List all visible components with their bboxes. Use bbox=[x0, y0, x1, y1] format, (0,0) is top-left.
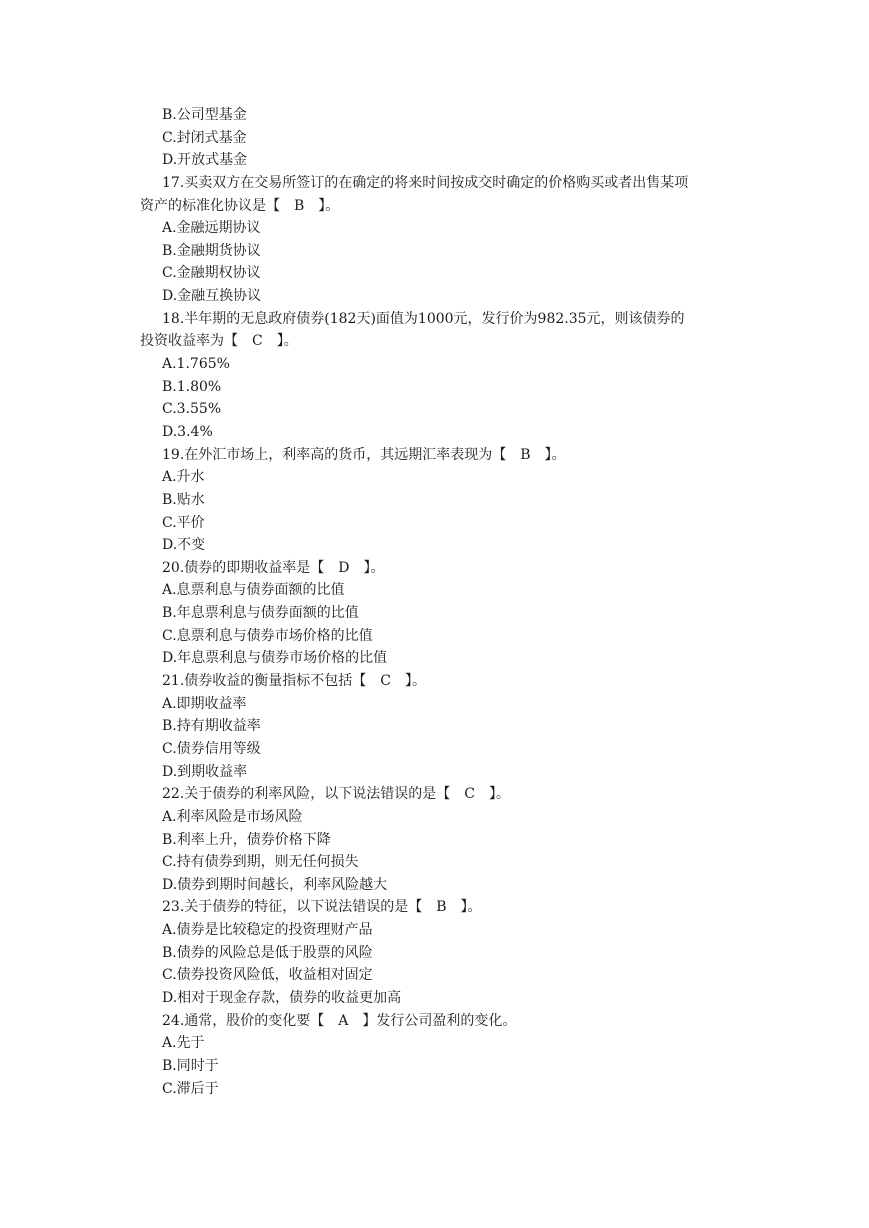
question-line: 24.通常，股价的变化要【 A 】发行公司盈利的变化。 bbox=[162, 1012, 517, 1029]
option-line: A.升水 bbox=[162, 469, 205, 486]
question-line: 21.债券收益的衡量指标不包括【 C 】。 bbox=[162, 673, 426, 690]
option-line: A.息票利息与债券面额的比值 bbox=[162, 582, 345, 599]
option-line: B.公司型基金 bbox=[162, 107, 247, 123]
option-line: C.3.55% bbox=[162, 401, 222, 418]
option-line: B.债券的风险总是低于股票的风险 bbox=[162, 944, 373, 961]
option-line: D.债券到期时间越长，利率风险越大 bbox=[162, 876, 388, 893]
option-line: A.即期收益率 bbox=[162, 695, 247, 712]
option-line: B.同时于 bbox=[162, 1057, 219, 1074]
option-line: D.到期收益率 bbox=[162, 763, 248, 780]
option-line: B.年息票利息与债券面额的比值 bbox=[162, 605, 359, 622]
question-line: 23.关于债券的特征，以下说法错误的是【 B 】。 bbox=[162, 899, 482, 916]
option-line: A.先于 bbox=[162, 1035, 205, 1052]
option-line: C.滞后于 bbox=[162, 1080, 219, 1097]
option-line: C.债券投资风险低，收益相对固定 bbox=[162, 967, 373, 984]
question-continuation-line: 投资收益率为【 C 】。 bbox=[140, 333, 298, 350]
option-line: D.相对于现金存款，债券的收益更加高 bbox=[162, 989, 402, 1006]
question-continuation-line: 资产的标准化协议是【 B 】。 bbox=[140, 197, 340, 214]
option-line: B.利率上升，债券价格下降 bbox=[162, 831, 331, 848]
option-line: C.金融期权协议 bbox=[162, 265, 261, 282]
option-line: C.封闭式基金 bbox=[162, 129, 247, 146]
option-line: A.金融远期协议 bbox=[162, 220, 261, 237]
option-line: C.持有债券到期，则无任何损失 bbox=[162, 854, 359, 871]
option-line: D.开放式基金 bbox=[162, 152, 248, 169]
question-line: 22.关于债券的利率风险，以下说法错误的是【 C 】。 bbox=[162, 786, 510, 803]
option-line: C.平价 bbox=[162, 514, 205, 531]
option-line: C.债券信用等级 bbox=[162, 740, 261, 757]
option-line: C.息票利息与债券市场价格的比值 bbox=[162, 627, 373, 644]
question-line: 17.买卖双方在交易所签订的在确定的将来时间按成交时确定的价格购买或者出售某项 bbox=[162, 174, 689, 191]
option-line: D.年息票利息与债券市场价格的比值 bbox=[162, 650, 388, 667]
question-list bbox=[140, 104, 752, 1100]
option-line: B.贴水 bbox=[162, 491, 205, 508]
option-line: A.债券是比较稳定的投资理财产品 bbox=[162, 922, 373, 939]
option-line: B.金融期货协议 bbox=[162, 242, 261, 259]
option-line: B.1.80% bbox=[162, 378, 222, 395]
option-line: A.1.765% bbox=[162, 356, 230, 373]
question-line: 18.半年期的无息政府债券(182天)面值为1000元，发行价为982.35元，则该债券的 bbox=[162, 310, 685, 327]
option-line: B.持有期收益率 bbox=[162, 718, 261, 735]
option-line: A.利率风险是市场风险 bbox=[162, 808, 303, 825]
question-line: 20.债券的即期收益率是【 D 】。 bbox=[162, 559, 385, 576]
question-line: 19.在外汇市场上，利率高的货币，其远期汇率表现为【 B 】。 bbox=[162, 446, 566, 463]
option-line: D.3.4% bbox=[162, 423, 213, 440]
option-line: D.金融互换协议 bbox=[162, 288, 262, 305]
option-line: D.不变 bbox=[162, 537, 206, 554]
